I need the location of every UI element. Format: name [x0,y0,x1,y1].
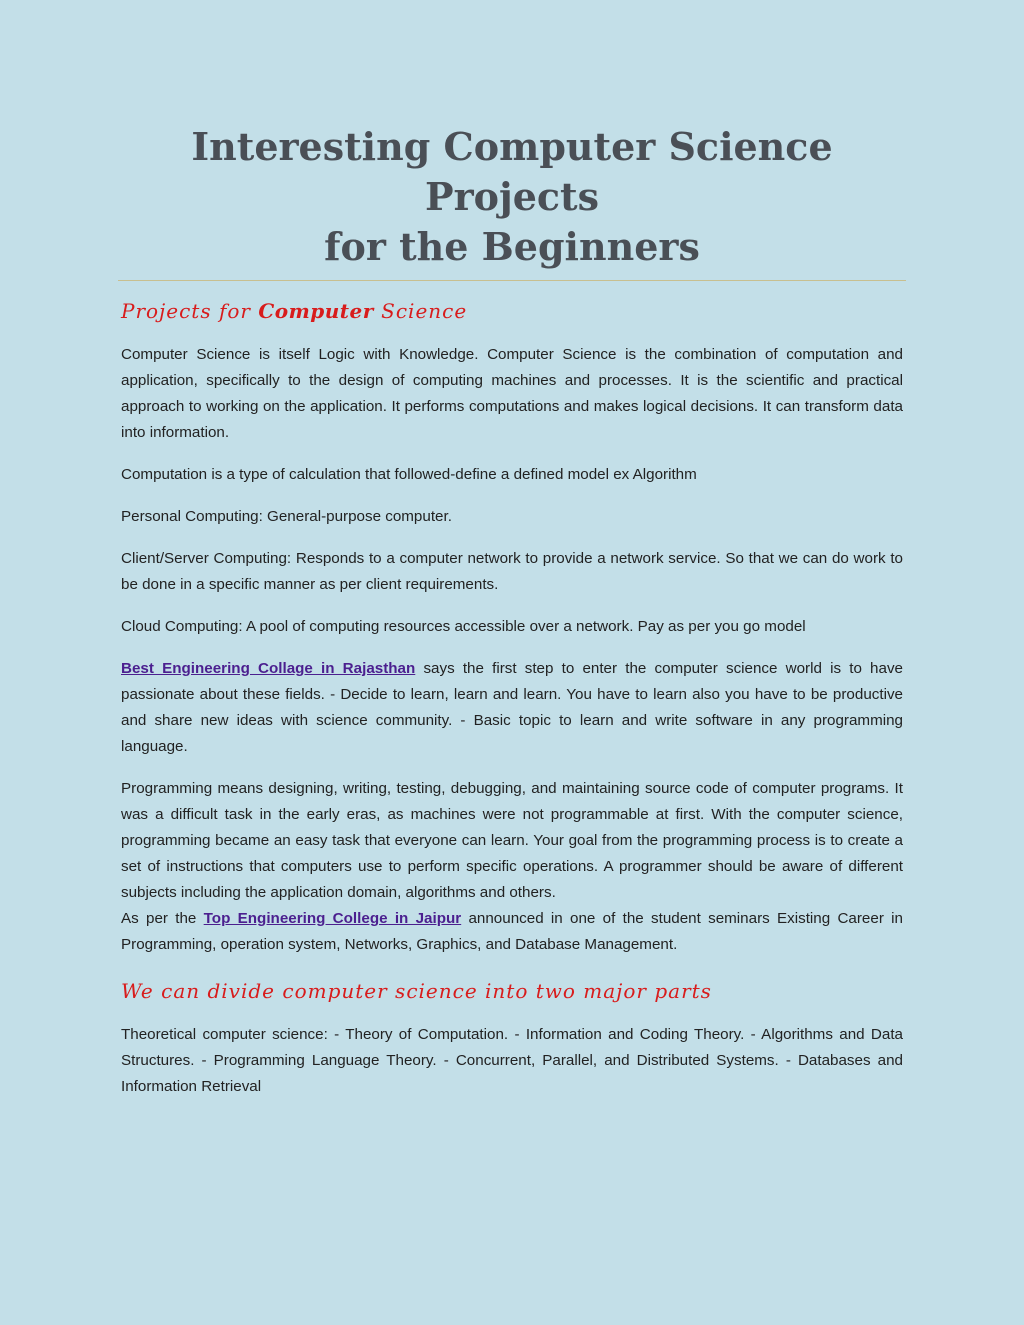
link-best-engineering-collage[interactable]: Best Engineering Collage in Rajasthan [121,660,416,677]
paragraph-cloud-computing: Cloud Computing: A pool of computing resources accessible over a network. Pay as per you go model [121,618,806,635]
heading-strong: Computer [258,299,374,323]
paragraph-programming: Programming means designing, writing, testing, debugging, and maintaining source code of computer programs. It was a difficult task in the early eras, as machines were not programmable at first. With the computer science, programming became an easy task that everyone can learn. Your goal from the programming process is to create a set of instructions that computers use to perform specific operations. A programmer should be aware of different subjects including the application domain, algorithms and others. [121,780,903,901]
section-heading-two-parts: We can divide computer science into two major parts [121,979,712,1003]
document-body [121,294,903,1116]
page-title-line-2: for the Beginners [324,224,700,269]
paragraph-rajasthan-text: says the first step to enter the computer science world is to have passionate about these fields. - Decide to learn, learn and learn. You have to learn also you have to be productive and share new ideas with science community. - Basic topic to learn and write software in any programming language. [121,660,903,755]
paragraph-jaipur-text: announced in one of the student seminars Existing Career in Programming, operation system, Networks, Graphics, and Database Management. [121,910,903,953]
paragraph-computation: Computation is a type of calculation that followed-define a defined model ex Algorithm [121,466,697,483]
title-block [118,122,906,281]
link-top-engineering-college[interactable]: Top Engineering College in Jaipur [203,910,462,927]
paragraph-theoretical: Theoretical computer science: - Theory of Computation. - Information and Coding Theory. - Algorithms and Data Structures. - Programming Language Theory. - Concurrent, Parallel, and Distributed Systems. - Databases and Information Retrieval [121,1026,903,1095]
paragraph-client-server: Client/Server Computing: Responds to a computer network to provide a network service. So that we can do work to be done in a specific manner as per client requirements. [121,550,903,593]
paragraph-intro: Computer Science is itself Logic with Knowledge. Computer Science is the combination of computation and application, specifically to the design of computing machines and processes. It is the scientific and practical approach to working on the application. It performs computations and makes logical decisions. It can transform data into information. [121,346,903,441]
paragraph-rajasthan [121,656,903,760]
page-title-line-1: Interesting Computer Science Projects [191,124,833,219]
paragraph-jaipur-pre: As per the [121,910,204,927]
heading-pre: Projects for [121,299,259,323]
paragraph-jaipur [121,906,903,958]
paragraph-personal-computing: Personal Computing: General-purpose computer. [121,508,452,525]
heading-post: Science [373,299,468,323]
section-heading-projects [121,294,903,328]
